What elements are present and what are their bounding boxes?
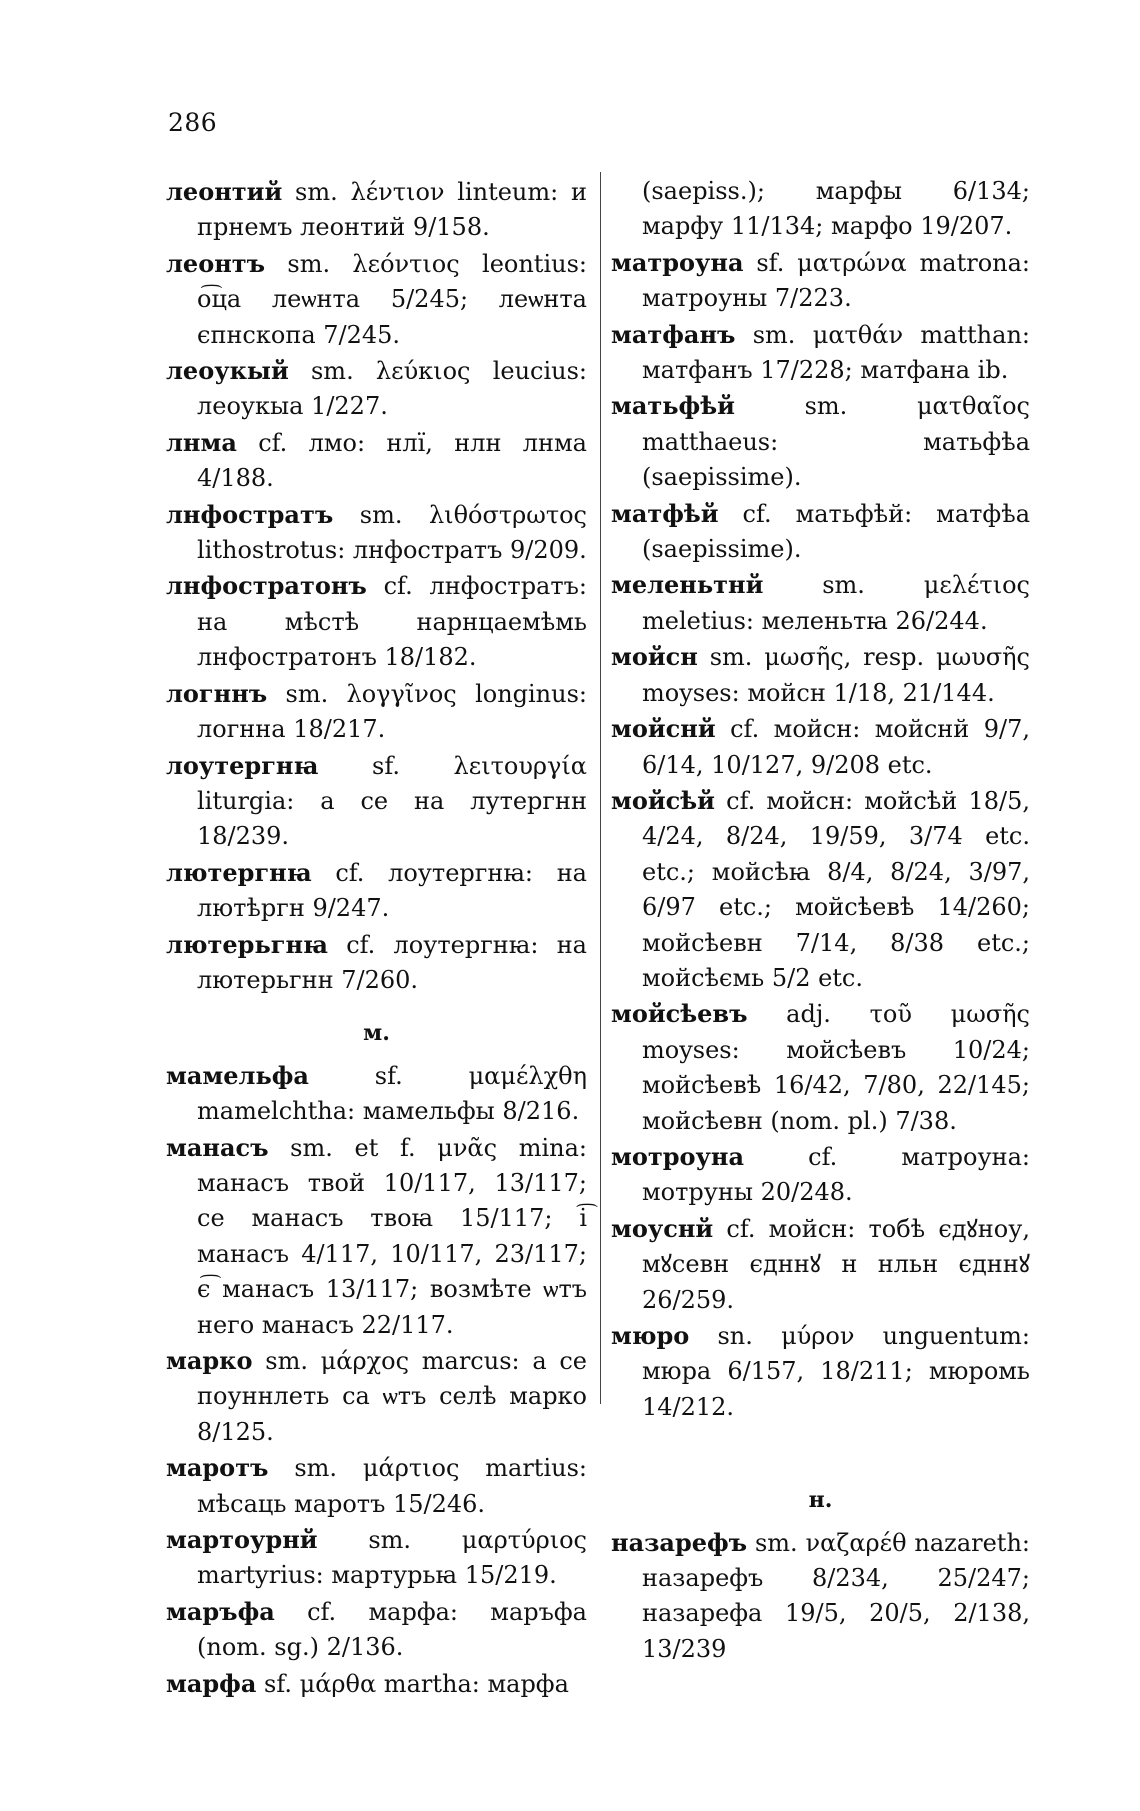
entry-definition: cf. лоутергнꙗ: на лютѣргн 9/247. [197,858,587,923]
entry-definition: sm. λεύκιος leucius: леоукыа 1/227. [197,357,587,421]
dictionary-entry [166,353,587,425]
entry-definition: adj. τοῦ μωσῆς moyses: мойсѣевъ 10/24; мойсѣевѣ 16/42, 7/80, 22/145; мойсѣевн (nom. pl.) 7/38. [642,1000,1030,1135]
page-number: 286 [168,108,218,137]
entry-headword: назарефъ [611,1527,748,1557]
dictionary-entry [166,246,587,353]
dictionary-entry [166,1058,587,1130]
column-divider [600,172,601,1404]
left-entries-l [166,174,587,998]
entry-headword: мойсн [611,642,698,672]
entry-definition: cf. марфа: маръфа (nom. sg.) 2/136. [197,1597,587,1662]
entry-headword: маръфа [166,1596,275,1626]
entry-headword: меленьтнй [611,570,764,600]
entry-definition: sm. λογγῖνος longinus: логнна 18/217. [197,679,587,744]
entry-headword: мойсѣй [611,785,715,815]
dictionary-entry [611,1318,1030,1425]
entry-headword: лнфостратъ [166,499,334,529]
dictionary-entry [611,567,1030,639]
dictionary-entry [611,174,1030,245]
entry-headword: маротъ [166,1453,269,1483]
entry-definition: sm. ματθαῖος matthaeus: матьфѣа (saepissime). [642,392,1030,492]
section-heading-n: н. [808,1487,833,1514]
entry-definition: (saepiss.); марфы 6/134; марфу 11/134; марфо 19/207. [642,177,1030,241]
entry-headword: лоутергнꙗ [166,750,319,780]
entry-headword: моуснй [611,1213,714,1243]
entry-headword: мартоурнй [166,1525,318,1555]
entry-headword: логннъ [166,678,268,708]
dictionary-entry [611,711,1030,783]
section-heading-m: м. [363,1020,390,1047]
entry-definition: sm. μάρχος marcus: а се поуннлеть са ѡтъ селѣ марко 8/125. [197,1347,587,1446]
entry-definition: cf. матроуна: мотруны 20/248. [642,1142,1030,1207]
dictionary-entry [166,1594,587,1666]
entry-definition: cf. лнфостратъ: на мѣстѣ нарнцаемѣмь лнфостратонъ 18/182. [197,572,587,672]
dictionary-entry [166,1522,587,1594]
dictionary-entry [611,388,1030,495]
dictionary-entry [166,927,587,999]
entry-definition: sf. ματρώνα matrona: матроуны 7/223. [642,248,1030,313]
entry-definition: cf. мойсн: тобѣ єдꙋноу, мꙋсевн єдннꙋ н нльн єдннꙋ 26/259. [642,1214,1030,1314]
dictionary-entry [166,748,587,855]
entry-headword: матьфѣй [611,391,735,421]
entry-definition: sn. μύρον unguentum: мюра 6/157, 18/211; мюромь 14/212. [642,1322,1030,1421]
entry-definition: sm. λιθόστρωτος lithostrotus: лнфостратъ 9/209. [197,500,587,565]
entry-definition: cf. лмо: нлї, нлн лнма 4/188. [197,428,587,493]
entry-definition: sm. μελέτιος meletius: меленьтꙗ 26/244. [642,571,1030,635]
dictionary-entry [611,1211,1030,1318]
dictionary-entry [611,639,1030,711]
entry-definition: cf. мойсн: мойсѣй 18/5, 4/24, 8/24, 19/59, 3/74 etc. etc.; мойсѣꙗ 8/4, 8/24, 3/97, 6/97 etc.; мойсѣевѣ 14/260; мойсѣевн 7/14, 8/38 etc.; мойсѣємь 5/2 etc. [642,786,1030,992]
entry-headword: мойснй [611,714,716,744]
right-column [611,174,1030,1667]
dictionary-entry [166,568,587,675]
entry-headword: леонтъ [166,248,266,278]
entry-headword: матфѣй [611,498,719,528]
dictionary-entry [166,1343,587,1450]
entry-headword: марфа [166,1668,257,1698]
dictionary-entry [611,783,1030,996]
dictionary-entry [611,1139,1030,1211]
entry-definition: sf. μαμέλχθη mamelchtha: мамельфы 8/216. [197,1061,587,1126]
entry-definition: sm. λέντιον linteum: и прнемъ леонтий 9/158. [197,178,587,242]
entry-definition: sm. μαρτύριος martyrius: мартурьꙗ 15/219. [197,1526,587,1590]
entry-headword: лнма [166,427,237,457]
dictionary-entry [611,496,1030,568]
right-entries-m [611,174,1030,1425]
entry-headword: матфанъ [611,319,736,349]
dictionary-entry [611,317,1030,389]
entry-definition: sm. ματθάν matthan: матфанъ 17/228; матфана ib. [642,320,1030,385]
entry-definition: cf. лоутергнꙗ: на лютерьгнн 7/260. [197,930,587,994]
dictionary-entry [166,855,587,927]
entry-definition: sm. λεόντιος leontius: о͡ца леѡнта 5/245; леѡнта єпнскопа 7/245. [197,249,587,349]
entry-headword: мюро [611,1321,690,1350]
entry-definition: sm. μάρτιος martius: мѣсаць маротъ 15/246. [197,1454,587,1518]
entry-headword: мамельфа [166,1060,309,1090]
dictionary-entry [611,996,1030,1139]
entry-headword: матроуна [611,247,744,277]
left-column [166,174,587,1702]
left-entries-m [166,1058,587,1702]
dictionary-entry [166,676,587,748]
entry-definition: sf. λειτουργία liturgia: а се на лутергнн 18/239. [197,751,587,851]
dictionary-entry [166,1130,587,1343]
entry-definition: sm. ναζαρέθ nazareth: назарефъ 8/234, 25/247; назарефа 19/5, 20/5, 2/138, 13/239 [642,1528,1030,1663]
dictionary-entry [611,245,1030,317]
right-entries-n [611,1525,1030,1668]
dictionary-entry [166,497,587,569]
dictionary-entry [611,1525,1030,1668]
dictionary-entry [166,174,587,246]
entry-definition: cf. матьфѣй: матфѣа (saepissime). [642,499,1030,564]
entry-headword: леонтий [166,177,283,206]
entry-headword: манасъ [166,1132,269,1162]
entry-headword: марко [166,1346,253,1375]
entry-definition: cf. мойсн: мойснй 9/7, 6/14, 10/127, 9/208 etc. [642,715,1030,779]
entry-headword: лнфостратонъ [166,571,367,601]
entry-definition: sf. μάρθα martha: марфа [256,1669,569,1698]
dictionary-entry [166,1450,587,1522]
entry-headword: леоукый [166,356,289,386]
dictionary-entry [166,1666,587,1702]
entry-headword: лютерьгнꙗ [166,929,328,959]
entry-headword: мойсѣевъ [611,999,748,1029]
entry-definition: sm. μωσῆς, resp. μωυσῆς moyses: мойсн 1/18, 21/144. [642,643,1030,707]
entry-headword: мотроуна [611,1141,744,1171]
dictionary-entry [166,425,587,497]
entry-definition: sm. et f. μνᾶς mina: манасъ твой 10/117, 13/117; се манасъ твоꙗ 15/117; і͡ манасъ 4/117, 10/117, 23/117; є͡ манасъ 13/117; возмѣте ѡтъ него манасъ 22/117. [197,1133,587,1339]
entry-headword: лютергнꙗ [166,857,312,887]
